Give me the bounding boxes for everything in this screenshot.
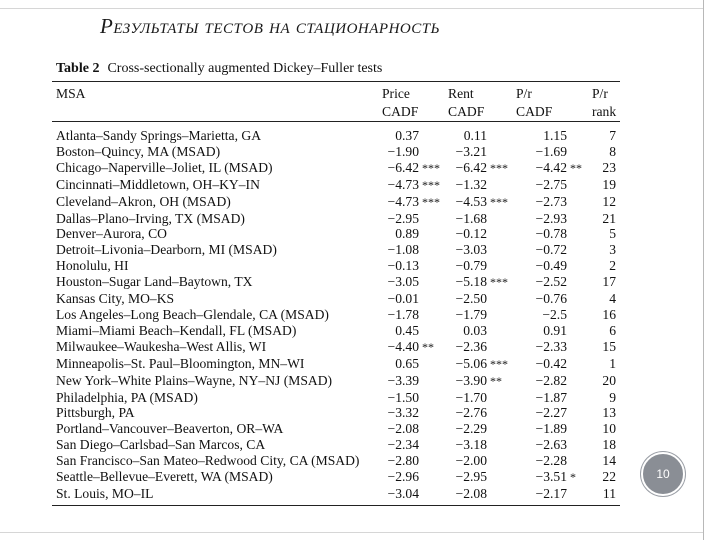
cell-pr bbox=[516, 307, 590, 323]
cell-pr-value: −0.76 bbox=[535, 291, 567, 307]
cell-price-value: −4.73 bbox=[387, 193, 419, 209]
cell-price-value: 0.45 bbox=[395, 322, 419, 338]
cell-msa: Kansas City, MO–KS bbox=[56, 291, 175, 307]
cell-rent bbox=[448, 307, 516, 323]
table-row bbox=[52, 194, 620, 211]
cell-pr-value: −2.82 bbox=[535, 372, 567, 388]
significance-stars: *** bbox=[422, 194, 440, 209]
cell-msa: Houston–Sugar Land–Baytown, TX bbox=[56, 274, 253, 290]
cell-price-value: −3.32 bbox=[387, 405, 419, 421]
cell-rank: 2 bbox=[609, 258, 616, 274]
table-row bbox=[52, 437, 620, 453]
cell-msa: Pittsburgh, PA bbox=[56, 405, 135, 421]
cell-rent-value: −3.03 bbox=[455, 242, 487, 258]
significance-stars: *** bbox=[490, 160, 508, 175]
cell-rank: 9 bbox=[609, 389, 616, 405]
cell-pr bbox=[516, 274, 590, 291]
cell-pr bbox=[516, 356, 590, 373]
table-row bbox=[52, 160, 620, 177]
cell-price-value: −4.40 bbox=[387, 338, 419, 354]
cell-price-value: −1.50 bbox=[387, 389, 419, 405]
significance-stars: *** bbox=[490, 275, 508, 290]
header-pr-line2: CADF bbox=[516, 104, 553, 119]
cell-price bbox=[382, 122, 448, 144]
cell-pr bbox=[516, 437, 590, 453]
table-row bbox=[52, 356, 620, 373]
cell-pr-value: −0.42 bbox=[535, 355, 567, 371]
cell-price-value: −6.42 bbox=[387, 159, 419, 175]
cell-rent bbox=[448, 373, 516, 390]
page-number: 10 bbox=[656, 467, 670, 481]
cell-rent bbox=[448, 469, 516, 486]
cell-price bbox=[382, 194, 448, 211]
cell-pr bbox=[516, 177, 590, 194]
cell-rent bbox=[448, 160, 516, 177]
cell-msa: Cincinnati–Middletown, OH–KY–IN bbox=[56, 176, 260, 192]
cell-rent-value: 0.11 bbox=[463, 128, 487, 143]
cell-pr bbox=[516, 242, 590, 258]
cell-rank: 18 bbox=[602, 437, 616, 453]
cell-msa: Detroit–Livonia–Dearborn, MI (MSAD) bbox=[56, 242, 277, 258]
cell-rank: 15 bbox=[602, 338, 616, 354]
cell-msa: Boston–Quincy, MA (MSAD) bbox=[56, 143, 221, 159]
cell-rent bbox=[448, 486, 516, 502]
cell-pr bbox=[516, 258, 590, 274]
header-price-line2: CADF bbox=[382, 104, 419, 119]
cell-price-value: −1.90 bbox=[387, 143, 419, 159]
cell-pr-value: −0.49 bbox=[535, 258, 567, 274]
cell-price-value: −1.08 bbox=[387, 242, 419, 258]
table-row bbox=[52, 469, 620, 486]
cell-msa: New York–White Plains–Wayne, NY–NJ (MSAD) bbox=[56, 372, 333, 388]
cell-rent bbox=[448, 226, 516, 242]
cell-rent bbox=[448, 421, 516, 437]
header-rank-line2: rank bbox=[592, 104, 617, 119]
cell-price bbox=[382, 437, 448, 453]
cell-rent-value: −1.32 bbox=[455, 176, 487, 192]
cell-rank: 20 bbox=[602, 372, 616, 388]
cell-pr bbox=[516, 194, 590, 211]
cell-rank: 17 bbox=[602, 274, 616, 290]
significance-stars: *** bbox=[490, 194, 508, 209]
cell-rank: 8 bbox=[609, 143, 616, 159]
significance-stars: ** bbox=[422, 339, 434, 354]
table-row bbox=[52, 274, 620, 291]
cell-rank: 11 bbox=[602, 485, 616, 501]
cell-price-value: −3.05 bbox=[387, 274, 419, 290]
cell-rent bbox=[448, 122, 516, 144]
cell-price-value: −2.95 bbox=[387, 210, 419, 226]
cell-pr-value: −3.51 bbox=[535, 469, 567, 485]
cell-price-value: −1.78 bbox=[387, 306, 419, 322]
cell-msa: Milwaukee–Waukesha–West Allis, WI bbox=[56, 338, 267, 354]
cell-msa: Minneapolis–St. Paul–Bloomington, MN–WI bbox=[56, 355, 305, 371]
header-rent-line1: Rent bbox=[448, 86, 474, 101]
cell-rent-value: 0.03 bbox=[463, 322, 487, 338]
cell-rent bbox=[448, 258, 516, 274]
cell-rank: 3 bbox=[609, 242, 616, 258]
table-bottom-rule bbox=[52, 505, 620, 506]
cell-pr-value: 1.15 bbox=[543, 128, 567, 143]
table-row bbox=[52, 144, 620, 160]
cell-rent bbox=[448, 437, 516, 453]
header-pr-line1: P/r bbox=[516, 86, 532, 101]
cell-pr-value: −2.93 bbox=[535, 210, 567, 226]
cell-rent bbox=[448, 177, 516, 194]
cell-price bbox=[382, 291, 448, 307]
cell-msa: Miami–Miami Beach–Kendall, FL (MSAD) bbox=[56, 322, 297, 338]
cell-rank: 22 bbox=[602, 469, 616, 485]
cell-price-value: −4.73 bbox=[387, 176, 419, 192]
results-table-figure bbox=[52, 60, 620, 506]
cell-rent-value: −2.50 bbox=[455, 291, 487, 307]
cell-rent bbox=[448, 453, 516, 469]
cell-pr bbox=[516, 339, 590, 356]
cell-pr bbox=[516, 160, 590, 177]
table-row bbox=[52, 211, 620, 227]
significance-stars: *** bbox=[490, 356, 508, 371]
cell-rent-value: −4.53 bbox=[455, 193, 487, 209]
cell-price bbox=[382, 160, 448, 177]
cell-pr-value: −0.72 bbox=[535, 242, 567, 258]
cell-price-value: 0.89 bbox=[395, 226, 419, 242]
cell-rent-value: −6.42 bbox=[455, 159, 487, 175]
table-header bbox=[52, 82, 620, 119]
cell-rent bbox=[448, 405, 516, 421]
table-row bbox=[52, 373, 620, 390]
cell-price bbox=[382, 242, 448, 258]
cell-price bbox=[382, 405, 448, 421]
cell-price-value: −2.08 bbox=[387, 421, 419, 437]
cell-price bbox=[382, 453, 448, 469]
cell-msa: San Diego–Carlsbad–San Marcos, CA bbox=[56, 437, 266, 453]
cell-price bbox=[382, 373, 448, 390]
significance-stars: ** bbox=[490, 373, 502, 388]
cell-pr-value: −4.42 bbox=[535, 159, 567, 175]
cell-rent bbox=[448, 274, 516, 291]
cell-price bbox=[382, 258, 448, 274]
cell-pr bbox=[516, 226, 590, 242]
cell-pr bbox=[516, 405, 590, 421]
cell-pr-value: −2.27 bbox=[535, 405, 567, 421]
cell-msa: Honolulu, HI bbox=[56, 258, 129, 274]
cell-rank: 19 bbox=[602, 176, 616, 192]
cell-msa: St. Louis, MO–IL bbox=[56, 485, 154, 501]
cell-pr bbox=[516, 144, 590, 160]
cell-msa: Portland–Vancouver–Beaverton, OR–WA bbox=[56, 421, 284, 437]
cell-price bbox=[382, 323, 448, 339]
cell-pr-value: −1.89 bbox=[535, 421, 567, 437]
cell-pr-value: −2.17 bbox=[535, 485, 567, 501]
cell-rank: 4 bbox=[609, 291, 616, 307]
table-row bbox=[52, 323, 620, 339]
cell-rank: 14 bbox=[602, 453, 616, 469]
slide-title: Результаты тестов на стационарность bbox=[100, 14, 440, 38]
cell-price-value: 0.65 bbox=[395, 355, 419, 371]
table-row bbox=[52, 421, 620, 437]
cell-rent-value: −2.95 bbox=[455, 469, 487, 485]
table-body bbox=[52, 122, 620, 502]
significance-stars: *** bbox=[422, 160, 440, 175]
table-label: Table 2 bbox=[56, 61, 100, 76]
cell-price-value: −3.04 bbox=[387, 485, 419, 501]
cell-rent-value: −2.00 bbox=[455, 453, 487, 469]
cell-pr bbox=[516, 453, 590, 469]
slide-top-border bbox=[0, 0, 704, 9]
cell-pr bbox=[516, 323, 590, 339]
cell-rank: 5 bbox=[609, 226, 616, 242]
cell-pr-value: −2.28 bbox=[535, 453, 567, 469]
cell-pr-value: −2.63 bbox=[535, 437, 567, 453]
cell-rent bbox=[448, 144, 516, 160]
cell-rent bbox=[448, 291, 516, 307]
cell-pr bbox=[516, 291, 590, 307]
cell-pr bbox=[516, 486, 590, 502]
cell-price bbox=[382, 486, 448, 502]
cell-price bbox=[382, 274, 448, 291]
cell-rent-value: −2.29 bbox=[455, 421, 487, 437]
cell-rent-value: −3.18 bbox=[455, 437, 487, 453]
cell-rank: 23 bbox=[602, 159, 616, 175]
cell-rent bbox=[448, 242, 516, 258]
table-row bbox=[52, 226, 620, 242]
cell-rank: 1 bbox=[609, 355, 616, 371]
cell-msa: Denver–Aurora, CO bbox=[56, 226, 167, 242]
cell-price-value: −3.39 bbox=[387, 372, 419, 388]
cell-rent-value: −5.06 bbox=[455, 355, 487, 371]
cell-rent bbox=[448, 194, 516, 211]
slide-right-border bbox=[703, 0, 704, 540]
table-row bbox=[52, 339, 620, 356]
cell-rent-value: −0.12 bbox=[455, 226, 487, 242]
cell-pr bbox=[516, 211, 590, 227]
table-row bbox=[52, 390, 620, 406]
header-rent-line2: CADF bbox=[448, 104, 485, 119]
results-table-body bbox=[52, 122, 620, 502]
cell-rent bbox=[448, 356, 516, 373]
significance-stars: *** bbox=[422, 177, 440, 192]
cell-pr bbox=[516, 421, 590, 437]
cell-rent bbox=[448, 390, 516, 406]
cell-price bbox=[382, 177, 448, 194]
significance-stars: * bbox=[570, 470, 576, 485]
cell-msa: Philadelphia, PA (MSAD) bbox=[56, 389, 198, 405]
cell-rent-value: −5.18 bbox=[455, 274, 487, 290]
cell-rent bbox=[448, 339, 516, 356]
page-number-badge bbox=[641, 452, 685, 496]
cell-price-value: 0.37 bbox=[395, 128, 419, 143]
table-row bbox=[52, 486, 620, 502]
cell-rent-value: −2.08 bbox=[455, 485, 487, 501]
table-caption-text: Cross-sectionally augmented Dickey–Fuller tests bbox=[107, 61, 383, 76]
cell-rank: 6 bbox=[609, 322, 616, 338]
cell-pr-value: −0.78 bbox=[535, 226, 567, 242]
cell-price-value: −2.80 bbox=[387, 453, 419, 469]
cell-price-value: −0.13 bbox=[387, 258, 419, 274]
cell-msa: Dallas–Plano–Irving, TX (MSAD) bbox=[56, 210, 245, 226]
cell-pr-value: 0.91 bbox=[543, 322, 567, 338]
cell-rank: 12 bbox=[602, 193, 616, 209]
cell-price bbox=[382, 144, 448, 160]
cell-msa: Atlanta–Sandy Springs–Marietta, GA bbox=[56, 128, 262, 143]
cell-price bbox=[382, 211, 448, 227]
cell-rent bbox=[448, 211, 516, 227]
cell-pr-value: −2.75 bbox=[535, 176, 567, 192]
results-table bbox=[52, 82, 620, 119]
cell-pr-value: −1.69 bbox=[535, 143, 567, 159]
cell-pr bbox=[516, 122, 590, 144]
table-caption bbox=[56, 60, 620, 77]
cell-price-value: −0.01 bbox=[387, 291, 419, 307]
cell-rank: 21 bbox=[602, 210, 616, 226]
cell-price bbox=[382, 390, 448, 406]
cell-msa: Chicago–Naperville–Joliet, IL (MSAD) bbox=[56, 159, 273, 175]
cell-pr-value: −2.73 bbox=[535, 193, 567, 209]
table-row bbox=[52, 258, 620, 274]
table-row bbox=[52, 242, 620, 258]
cell-rent-value: −2.76 bbox=[455, 405, 487, 421]
cell-pr bbox=[516, 373, 590, 390]
cell-msa: Cleveland–Akron, OH (MSAD) bbox=[56, 193, 231, 209]
header-price-line1: Price bbox=[382, 86, 410, 101]
cell-msa: Los Angeles–Long Beach–Glendale, CA (MSAD) bbox=[56, 306, 329, 322]
cell-price-value: −2.34 bbox=[387, 437, 419, 453]
cell-rent-value: −3.21 bbox=[455, 143, 487, 159]
cell-price bbox=[382, 339, 448, 356]
table-row bbox=[52, 122, 620, 144]
cell-rent-value: −2.36 bbox=[455, 338, 487, 354]
table-row bbox=[52, 405, 620, 421]
cell-msa: Seattle–Bellevue–Everett, WA (MSAD) bbox=[56, 469, 273, 485]
cell-rent bbox=[448, 323, 516, 339]
cell-rent-value: −0.79 bbox=[455, 258, 487, 274]
cell-pr bbox=[516, 469, 590, 486]
cell-price bbox=[382, 421, 448, 437]
header-rank-line1: P/r bbox=[592, 86, 608, 101]
cell-pr-value: −2.5 bbox=[542, 306, 567, 322]
table-row bbox=[52, 453, 620, 469]
cell-price-value: −2.96 bbox=[387, 469, 419, 485]
cell-msa: San Francisco–San Mateo–Redwood City, CA (MSAD) bbox=[56, 453, 360, 469]
cell-rent-value: −1.79 bbox=[455, 306, 487, 322]
cell-rank: 7 bbox=[609, 128, 616, 143]
header-msa: MSA bbox=[56, 86, 86, 101]
cell-rent-value: −1.70 bbox=[455, 389, 487, 405]
table-row bbox=[52, 291, 620, 307]
cell-rank: 13 bbox=[602, 405, 616, 421]
significance-stars: ** bbox=[570, 160, 582, 175]
cell-price bbox=[382, 356, 448, 373]
cell-rent-value: −3.90 bbox=[455, 372, 487, 388]
cell-rank: 10 bbox=[602, 421, 616, 437]
cell-price bbox=[382, 226, 448, 242]
table-row bbox=[52, 307, 620, 323]
cell-pr-value: −2.33 bbox=[535, 338, 567, 354]
cell-price bbox=[382, 307, 448, 323]
cell-price bbox=[382, 469, 448, 486]
cell-pr-value: −2.52 bbox=[535, 274, 567, 290]
table-row bbox=[52, 177, 620, 194]
cell-rent-value: −1.68 bbox=[455, 210, 487, 226]
cell-rank: 16 bbox=[602, 306, 616, 322]
cell-pr bbox=[516, 390, 590, 406]
cell-pr-value: −1.87 bbox=[535, 389, 567, 405]
